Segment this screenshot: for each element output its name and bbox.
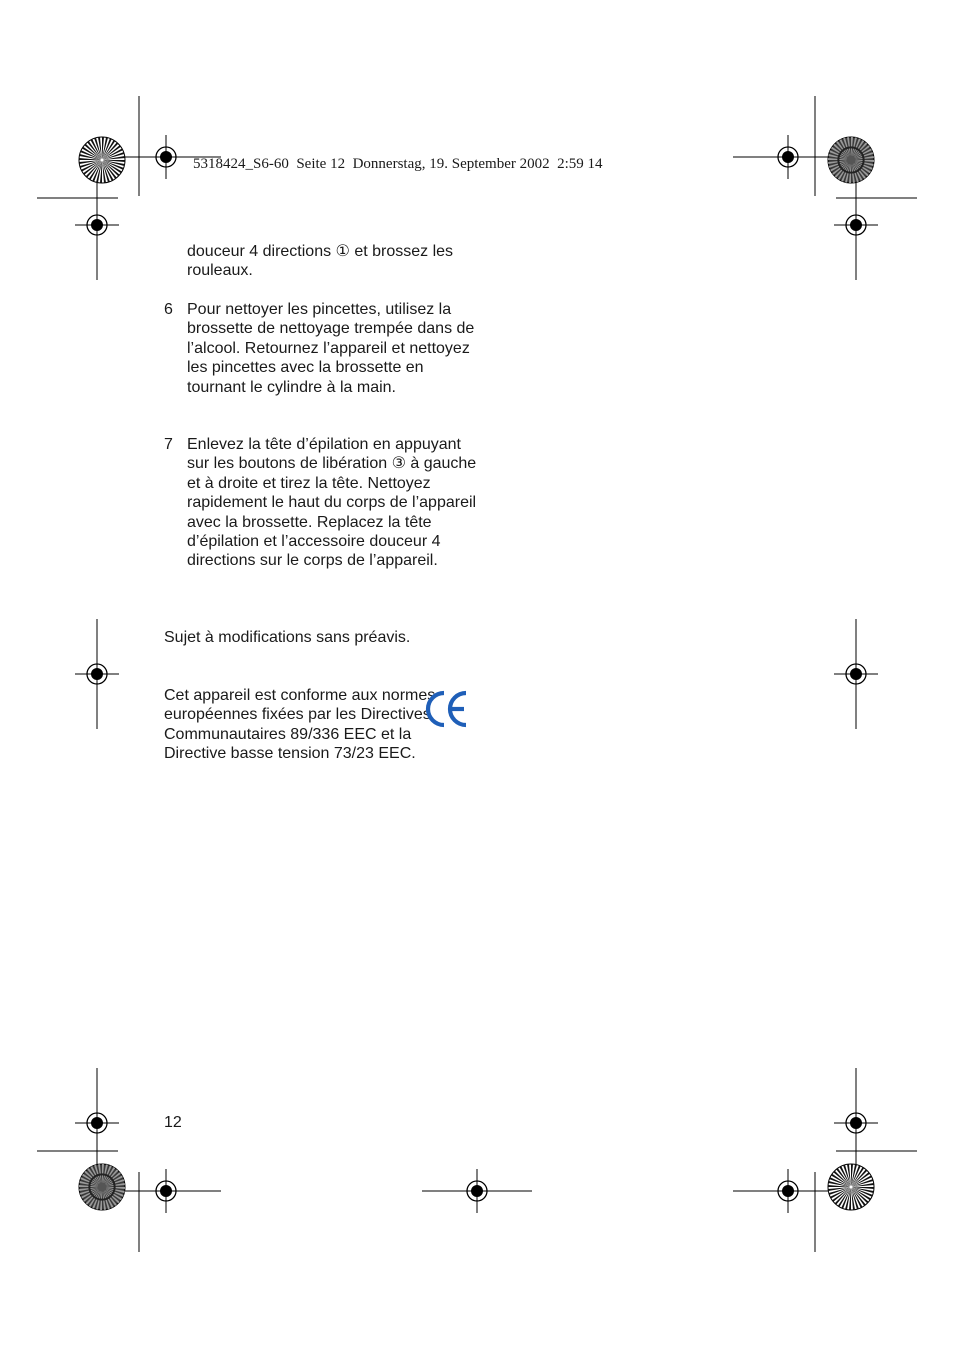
print-starburst-icon	[79, 137, 125, 183]
registration-mark-icon	[422, 1169, 532, 1213]
step-number: 6	[164, 301, 173, 318]
step-number: 7	[164, 436, 173, 453]
continuation-paragraph: douceur 4 directions ① et brossez les rouleaux.	[187, 243, 454, 280]
print-starburst-icon	[828, 1164, 874, 1210]
page-number: 12	[164, 1114, 182, 1131]
registration-mark-icon	[834, 170, 878, 280]
notice-text: Sujet à modifications sans préavis.	[164, 629, 411, 646]
conformity-text: Cet appareil est conforme aux normes européennes fixées par les Directives Communautaires 89/336 EEC et la Directive basse tension 73/23 EEC.	[164, 687, 436, 763]
registration-mark-icon	[75, 619, 119, 729]
ce-mark-icon	[425, 689, 469, 729]
step-text: Pour nettoyer les pincettes, utilisez la brossette de nettoyage trempée dans de l’alcool. Retournez l’appareil et nettoyez les pincettes avec la brossette en tournant le cylindre à la main.	[187, 301, 475, 396]
step-text: Enlevez la tête d’épilation en appuyant sur les boutons de libération ③ à gauche et à droite et tirez la tête. Nettoyez rapidement le haut du corps de l’appareil avec la brossette. Replacez la tête d’épilation et l’accessoire douceur 4 directions sur le corps de l’appareil.	[187, 436, 477, 570]
registration-mark-icon	[75, 1068, 119, 1178]
registration-mark-icon	[75, 170, 119, 280]
registration-mark-icon	[834, 1068, 878, 1178]
print-starburst-icon	[79, 1164, 125, 1210]
registration-mark-icon	[733, 1169, 843, 1213]
registration-mark-icon	[834, 619, 878, 729]
registration-mark-icon	[111, 1169, 221, 1213]
registration-mark-icon	[733, 135, 843, 179]
print-slug-line: 5318424_S6-60 Seite 12 Donnerstag, 19. September 2002 2:59 14	[193, 156, 603, 172]
print-starburst-icon	[828, 137, 874, 183]
